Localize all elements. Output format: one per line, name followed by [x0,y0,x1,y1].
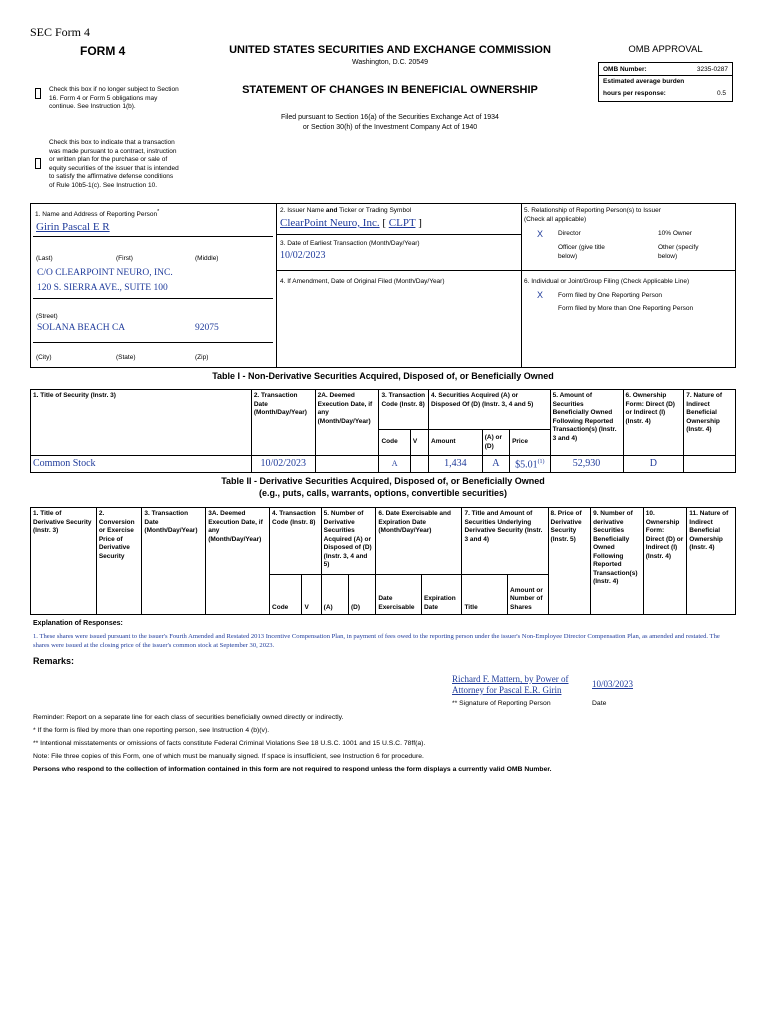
footer-omb-notice: Persons who respond to the collection of information contained in this form are not required to respond unless the form displays a currently valid OMB Number. [33,766,552,773]
rule-10b5-check-text: Check this box to indicate that a transaction was made pursuant to a contract, instruction or written plan for the purchase or sale of equity securities of the issuer that is intended to satisfy the affirmative defense conditions of Rule 10b5-1(c). See Instruction 10. [49,139,179,189]
t2-sub-amount-shares: Amount or Number of Shares [508,575,549,615]
middle-label: (Middle) [195,255,219,262]
t1-sub-amount: Amount [429,430,483,456]
table2-title-line2: (e.g., puts, calls, warrants, options, convertible securities) [258,488,508,498]
agency-location: Washington, D.C. 20549 [351,59,428,66]
t1-header-transaction-date: 2. Transaction Date (Month/Day/Year) [251,390,315,456]
box4-label: 4. If Amendment, Date of Original Filed (Month/Day/Year) [280,278,445,285]
t2-header-price: 8. Price of Derivative Security (Instr. 5) [548,508,591,615]
t2-header-conversion: 2. Conversion or Exercise Price of Derivative Security [96,508,142,615]
t2-sub-title: Title [462,575,508,615]
ticker-link[interactable]: CLPT [388,217,416,229]
first-label: (First) [116,255,133,262]
table1-non-derivative [30,389,736,473]
one-reporting-person-label: Form filed by One Reporting Person [558,292,663,299]
street-label: (Street) [36,313,58,320]
t1-header-amount-owned: 5. Amount of Securities Beneficially Owned Following Reported Transaction(s) (Instr. 3 and 4) [550,390,623,456]
zip-label: (Zip) [195,354,209,361]
explanation-footnote-1: 1. These shares were issued pursuant to the issuer's Fourth Amended and Restated 2013 Incentive Compensation Plan, in payment of fees owed to the reporting person under the issuer's Non-Employee Director Compensation Plan, as amended and restated. The shares were issued at the closing price of the issuer's common stock at September 30, 2023. [33,633,720,649]
t2-header-nature: 11. Nature of Indirect Beneficial Ownership (Instr. 4) [687,508,736,615]
city-label: (City) [36,354,52,361]
omb-approval-title: OMB APPROVAL [628,44,703,55]
box6-label: 6. Individual or Joint/Group Filing (Check Applicable Line) [524,278,690,285]
omb-number-value: 3235-0287 [696,66,728,73]
one-reporting-person-check[interactable]: X [537,290,544,300]
zip-value: 92075 [195,323,219,333]
t1-sub-v: V [410,430,428,456]
omb-hours-value: 0.5 [716,90,726,97]
omb-burden-label: Estimated average burden [603,78,685,85]
t2-header-number: 5. Number of Derivative Securities Acquired (A) or Disposed of (D) (Instr. 3, 4 and 5) [321,508,376,575]
footer-instruction-4: * If the form is filed by more than one reporting person, see Instruction 4 (b)(v). [33,727,270,734]
city-value: SOLANA BEACH CA [37,323,126,333]
t1-sub-price: Price [510,430,551,456]
omb-approval-box [598,62,733,102]
t1-header-nature: 7. Nature of Indirect Beneficial Ownership (Instr. 4) [684,390,736,456]
t1-header-title: 1. Title of Security (Instr. 3) [31,390,252,456]
t1-row-nature [684,456,736,473]
address-line2: 120 S. SIERRA AVE., SUITE 100 [37,283,168,293]
box1-label: 1. Name and Address of Reporting Person* [35,209,160,219]
other-label-line1: Other (specify [658,244,699,251]
issuer-name-ticker: ClearPoint Neuro, Inc. [ CLPT ] [280,217,422,229]
table1-title: Table I - Non-Derivative Securities Acquired, Disposed of, or Beneficially Owned [212,371,554,381]
box5-label-line2: (Check all applicable) [524,216,587,223]
t1-row-code: A [379,456,410,473]
footer-reminder: Reminder: Report on a separate line for each class of securities beneficially owned directly or indirectly. [33,714,344,721]
address-line1: C/O CLEARPOINT NEURO, INC. [37,268,173,278]
director-check[interactable]: X [537,229,544,239]
signature-label: ** Signature of Reporting Person [452,700,551,707]
t1-sub-aord: (A) or (D) [482,430,509,456]
t2-sub-expiration: Expiration Date [421,575,462,615]
t1-row-aord: A [482,456,509,473]
t2-sub-code: Code [270,575,302,615]
footer-violations: ** Intentional misstatements or omissions of facts constitute Federal Criminal Violations See 18 U.S.C. 1001 and 15 U.S.C. 78ff(a). [33,740,426,747]
t1-header-deemed-date: 2A. Deemed Execution Date, if any (Month/Day/Year) [315,390,379,456]
statement-title: STATEMENT OF CHANGES IN BENEFICIAL OWNERSHIP [242,84,538,96]
t1-row-deemed-date [315,456,379,473]
officer-label-line2: below) [558,253,578,260]
box2-label: 2. Issuer Name and Ticker or Trading Symbol [280,207,412,214]
section16-check-text: Check this box if no longer subject to Section 16. Form 4 or Form 5 obligations may continue. See Instruction 1(b). [49,86,179,110]
t2-header-deemed-date: 3A. Deemed Execution Date, if any (Month/Day/Year) [206,508,270,615]
date-label: Date [592,700,607,707]
signature-date[interactable]: 10/03/2023 [592,679,634,689]
box3-label: 3. Date of Earliest Transaction (Month/Day/Year) [280,240,420,247]
omb-hours-label: hours per response: [603,90,666,97]
rule-10b5-checkbox[interactable] [35,158,41,169]
t2-sub-d: (D) [349,575,376,615]
t1-sub-code: Code [379,430,410,456]
t1-row-price: $5.01$^{(1)}$ [510,456,551,473]
officer-label-line1: Officer (give title [558,244,605,251]
t1-header-code: 3. Transaction Code (Instr. 8) [379,390,429,430]
doc-label: SEC Form 4 [30,25,91,39]
reporting-person-name[interactable]: Girin Pascal E R [36,221,110,233]
issuer-name-link[interactable]: ClearPoint Neuro, Inc. [280,217,380,229]
t2-sub-date-exercisable: Date Exercisable [376,575,422,615]
form-title: FORM 4 [80,44,126,58]
t2-header-code: 4. Transaction Code (Instr. 8) [270,508,322,575]
remarks-title: Remarks: [33,656,75,666]
t1-header-ownership-form: 6. Ownership Form: Direct (D) or Indirect (I) (Instr. 4) [623,390,684,456]
box5-label-line1: 5. Relationship of Reporting Person(s) to Issuer [524,207,661,214]
footer-note: Note: File three copies of this Form, one of which must be manually signed. If space is insufficient, see Instruction 6 for procedure. [33,753,424,760]
signature-link[interactable]: Richard F. Mattern, by Power of Attorney for Pascal E.R. Girin [452,674,569,695]
table2-title-line1: Table II - Derivative Securities Acquired, Disposed of, or Beneficially Owned [221,476,545,486]
t1-row-title: Common Stock [31,456,252,473]
explanation-title: Explanation of Responses: [33,620,123,627]
ten-percent-owner-label: 10% Owner [658,230,692,237]
t1-header-securities: 4. Securities Acquired (A) or Disposed Of (D) (Instr. 3, 4 and 5) [429,390,551,430]
table2-derivative [30,507,736,615]
t1-row-owned: 52,930 [550,456,623,473]
last-label: (Last) [36,255,53,262]
t2-header-title: 1. Title of Derivative Security (Instr. 3) [31,508,97,615]
t2-sub-a: (A) [321,575,348,615]
director-label: Director [558,230,581,237]
t2-header-transaction-date: 3. Transaction Date (Month/Day/Year) [142,508,206,615]
t2-header-ownership-form: 10. Ownership Form: Direct (D) or Indirect (I) (Instr. 4) [643,508,687,615]
more-reporting-persons-label: Form filed by More than One Reporting Person [558,305,694,312]
filed-pursuant-line2: or Section 30(h) of the Investment Company Act of 1940 [302,124,478,131]
section16-checkbox[interactable] [35,88,41,99]
t2-header-underlying: 7. Title and Amount of Securities Underlying Derivative Security (Instr. 3 and 4) [462,508,548,575]
filed-pursuant-line1: Filed pursuant to Section 16(a) of the Securities Exchange Act of 1934 [281,114,499,121]
t2-header-exercisable: 6. Date Exercisable and Expiration Date (Month/Day/Year) [376,508,462,575]
t2-sub-v: V [302,575,321,615]
agency-title: UNITED STATES SECURITIES AND EXCHANGE COMMISSION [229,44,551,56]
state-label: (State) [116,354,136,361]
t1-row-amount: 1,434 [429,456,483,473]
earliest-transaction-date: 10/02/2023 [280,250,326,261]
t1-row-form: D [623,456,684,473]
t1-row-date: 10/02/2023 [251,456,315,473]
table-row [31,456,736,473]
omb-number-label: OMB Number: [603,66,647,73]
other-label-line2: below) [658,253,678,260]
t2-header-number-owned: 9. Number of derivative Securities Beneficially Owned Following Reported Transaction(s) (Instr. 4) [591,508,644,615]
t1-row-v [410,456,428,473]
